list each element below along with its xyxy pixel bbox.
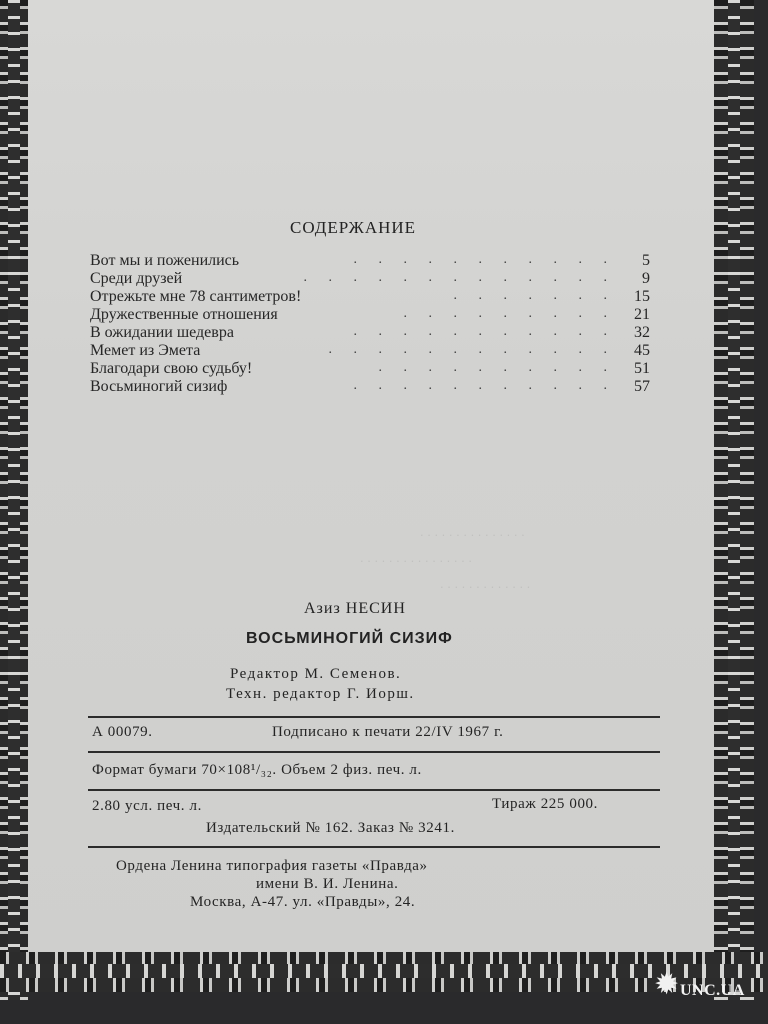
contents-entry [90, 360, 650, 378]
entry-page: 5 [642, 252, 650, 269]
unc-watermark-logo [654, 966, 764, 1016]
leader-dots: . . . . . . . . . . . [353, 252, 616, 267]
author-name: Азиз НЕСИН [304, 600, 406, 617]
entry-title: Восьминогий сизиф [90, 378, 228, 395]
contents-entry [90, 306, 650, 324]
entry-page: 9 [642, 270, 650, 287]
watermark-label: UNC.UA [680, 982, 745, 999]
entry-page: 45 [634, 342, 650, 359]
contents-entry [90, 270, 650, 288]
show-through-text: . . . . . . . . . . . . . . . . [360, 550, 472, 565]
imprint-rule-lower [88, 789, 660, 791]
entry-title: Отрежьте мне 78 сантиметров! [90, 288, 302, 305]
contents-entry [90, 324, 650, 342]
editor-credit: Редактор М. Семенов. [230, 666, 402, 682]
leader-dots: . . . . . . . [453, 288, 616, 303]
contents-entry [90, 288, 650, 306]
contents-entry [90, 252, 650, 270]
ornament-border-bottom [0, 952, 768, 992]
imprint-rule-top [88, 716, 660, 718]
leader-dots: . . . . . . . . . . . [353, 324, 616, 339]
imprint-rule-middle [88, 751, 660, 753]
sun-icon: ✹ [654, 968, 680, 1001]
leader-dots: . . . . . . . . . . [378, 360, 616, 375]
ornament-border-left [0, 0, 28, 1000]
tech-editor-credit: Техн. редактор Г. Иорш. [226, 686, 415, 702]
show-through-text: . . . . . . . . . . . . . . . [420, 524, 525, 539]
contents-heading: СОДЕРЖАНИЕ [290, 218, 417, 237]
book-page [18, 0, 730, 960]
entry-page: 51 [634, 360, 650, 377]
printer-name: Ордена Ленина типография газеты «Правда» [116, 858, 428, 874]
printed-sheets: 2.80 усл. печ. л. [92, 798, 202, 814]
contents-entry [90, 342, 650, 360]
entry-title: Благодари свою судьбу! [90, 360, 253, 377]
show-through-text: . . . . . . . . . . . . . [440, 576, 531, 591]
entry-page: 15 [634, 288, 650, 305]
entry-title: Дружественные отношения [90, 306, 278, 323]
paper-format: Формат бумаги 70×108¹/₃₂. Объем 2 физ. печ. л. [92, 762, 422, 778]
entry-title: Среди друзей [90, 270, 183, 287]
ornament-border-right [714, 0, 754, 1000]
print-run: Тираж 225 000. [492, 796, 598, 812]
leader-dots: . . . . . . . . . [403, 306, 616, 321]
publisher-order-number: Издательский № 162. Заказ № 3241. [206, 820, 455, 836]
publication-code: А 00079. [92, 724, 153, 740]
signed-for-print: Подписано к печати 22/IV 1967 г. [272, 724, 504, 740]
book-title: ВОСЬМИНОГИЙ СИЗИФ [246, 630, 453, 647]
leader-dots: . . . . . . . . . . . . [328, 342, 616, 357]
entry-title: В ожидании шедевра [90, 324, 234, 341]
printer-address: Москва, А-47. ул. «Правды», 24. [190, 894, 416, 910]
entry-page: 57 [634, 378, 650, 395]
leader-dots: . . . . . . . . . . . . . [303, 270, 616, 285]
entry-title: Мемет из Эмета [90, 342, 201, 359]
imprint-rule-bottom [88, 846, 660, 848]
entry-page: 32 [634, 324, 650, 341]
contents-entry [90, 378, 650, 396]
leader-dots: . . . . . . . . . . . [353, 378, 616, 393]
entry-title: Вот мы и поженились [90, 252, 240, 269]
entry-page: 21 [634, 306, 650, 323]
printer-named-after: имени В. И. Ленина. [256, 876, 399, 892]
